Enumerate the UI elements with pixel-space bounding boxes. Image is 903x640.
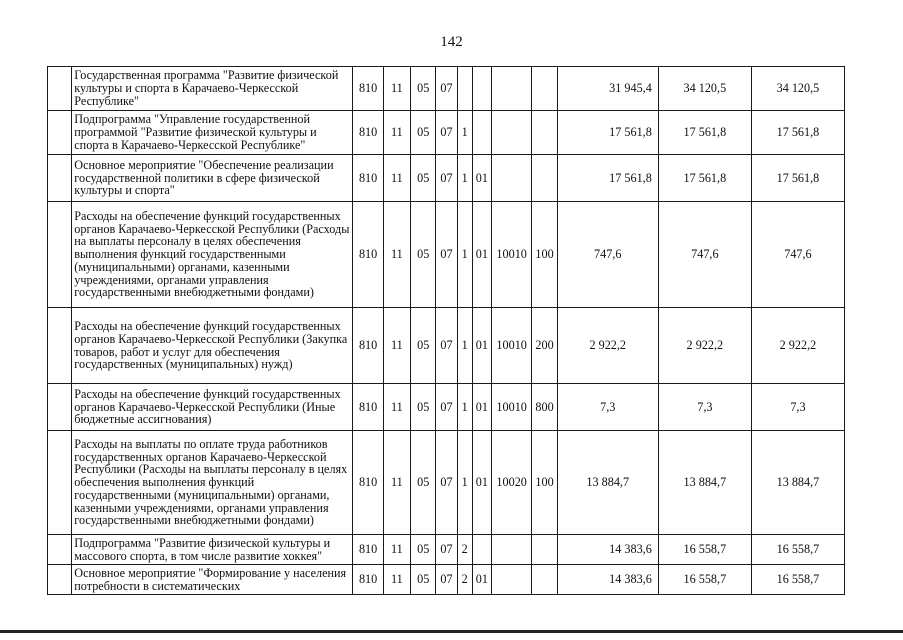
description-cell: Подпрограмма "Управление государственной программой "Развитие физической культуры и спорта в Карачаево-Черкесской Республике" [72,111,353,155]
amount-year2-cell: 2 922,2 [658,308,751,384]
direction-code-cell [491,565,531,595]
subprogram-code-cell: 1 [457,155,472,202]
description-cell: Основное мероприятие "Формирование у населения потребности в систематических [72,565,353,595]
direction-code-cell: 10010 [491,202,531,308]
subsection-code-cell: 05 [411,308,436,384]
ministry-code-cell: 810 [353,202,383,308]
amount-year2-cell: 13 884,7 [658,431,751,535]
ministry-code-cell: 810 [353,155,383,202]
program-code-cell: 07 [436,535,457,565]
expense-type-cell [532,67,557,111]
activity-code-cell [472,67,491,111]
subsection-code-cell: 05 [411,431,436,535]
amount-year3-cell: 34 120,5 [751,67,844,111]
section-code-cell: 11 [383,431,410,535]
amount-year2-cell: 16 558,7 [658,535,751,565]
ministry-code-cell: 810 [353,384,383,431]
program-code-cell: 07 [436,384,457,431]
direction-code-cell: 10010 [491,384,531,431]
activity-code-cell: 01 [472,565,491,595]
index-cell [48,535,72,565]
amount-year2-cell: 34 120,5 [658,67,751,111]
amount-year3-cell: 7,3 [751,384,844,431]
amount-year3-cell: 747,6 [751,202,844,308]
section-code-cell: 11 [383,384,410,431]
direction-code-cell: 10010 [491,308,531,384]
subprogram-code-cell: 1 [457,308,472,384]
amount-year1-cell: 747,6 [557,202,658,308]
amount-year1-cell: 7,3 [557,384,658,431]
amount-year1-cell: 31 945,4 [557,67,658,111]
description-cell: Расходы на выплаты по оплате труда работников государственных органов Карачаево-Черкесской Республики (Расходы на выплаты персоналу в целях обеспечения выполнения функций государственными (муниципальными) органами, казенными учреждениями, органами управления государственными внебюджетными фондами) [72,431,353,535]
expense-type-cell [532,155,557,202]
subsection-code-cell: 05 [411,384,436,431]
ministry-code-cell: 810 [353,308,383,384]
description-cell: Расходы на обеспечение функций государственных органов Карачаево-Черкесской Республики (Закупка товаров, работ и услуг для обеспечения государственных (муниципальных) нужд) [72,308,353,384]
program-code-cell: 07 [436,202,457,308]
ministry-code-cell: 810 [353,431,383,535]
table-row [48,384,845,431]
expense-type-cell: 100 [532,431,557,535]
table-row [48,535,845,565]
expense-type-cell [532,111,557,155]
amount-year1-cell: 13 884,7 [557,431,658,535]
description-cell: Основное мероприятие "Обеспечение реализации государственной политики в сфере физической культуры и спорта" [72,155,353,202]
program-code-cell: 07 [436,111,457,155]
program-code-cell: 07 [436,67,457,111]
subsection-code-cell: 05 [411,535,436,565]
ministry-code-cell: 810 [353,535,383,565]
expense-type-cell [532,565,557,595]
amount-year2-cell: 17 561,8 [658,111,751,155]
table-row [48,155,845,202]
table-row [48,565,845,595]
table-row [48,202,845,308]
direction-code-cell [491,535,531,565]
table-row [48,431,845,535]
amount-year1-cell: 17 561,8 [557,111,658,155]
amount-year2-cell: 747,6 [658,202,751,308]
budget-table [47,66,845,595]
subsection-code-cell: 05 [411,111,436,155]
amount-year3-cell: 17 561,8 [751,155,844,202]
subsection-code-cell: 05 [411,155,436,202]
direction-code-cell [491,111,531,155]
section-code-cell: 11 [383,565,410,595]
program-code-cell: 07 [436,308,457,384]
index-cell [48,111,72,155]
section-code-cell: 11 [383,535,410,565]
section-code-cell: 11 [383,111,410,155]
activity-code-cell: 01 [472,384,491,431]
table-row [48,67,845,111]
activity-code-cell: 01 [472,308,491,384]
amount-year3-cell: 16 558,7 [751,535,844,565]
section-code-cell: 11 [383,67,410,111]
program-code-cell: 07 [436,155,457,202]
amount-year2-cell: 7,3 [658,384,751,431]
direction-code-cell [491,155,531,202]
description-cell: Подпрограмма "Развитие физической культуры и массового спорта, в том числе развитие хоккея" [72,535,353,565]
description-cell: Расходы на обеспечение функций государственных органов Карачаево-Черкесской Республики (Иные бюджетные ассигнования) [72,384,353,431]
amount-year1-cell: 14 383,6 [557,535,658,565]
program-code-cell: 07 [436,565,457,595]
subprogram-code-cell: 2 [457,535,472,565]
subprogram-code-cell: 1 [457,384,472,431]
subprogram-code-cell: 2 [457,565,472,595]
subprogram-code-cell: 1 [457,431,472,535]
ministry-code-cell: 810 [353,565,383,595]
subsection-code-cell: 05 [411,67,436,111]
subsection-code-cell: 05 [411,202,436,308]
activity-code-cell [472,535,491,565]
page-number: 142 [440,34,463,50]
expense-type-cell [532,535,557,565]
program-code-cell: 07 [436,431,457,535]
subprogram-code-cell: 1 [457,202,472,308]
index-cell [48,202,72,308]
section-code-cell: 11 [383,202,410,308]
amount-year3-cell: 16 558,7 [751,565,844,595]
activity-code-cell: 01 [472,431,491,535]
description-cell: Государственная программа "Развитие физической культуры и спорта в Карачаево-Черкесской Республике" [72,67,353,111]
activity-code-cell [472,111,491,155]
amount-year1-cell: 2 922,2 [557,308,658,384]
index-cell [48,384,72,431]
page-bottom-rule [0,630,903,633]
ministry-code-cell: 810 [353,67,383,111]
activity-code-cell: 01 [472,155,491,202]
direction-code-cell [491,67,531,111]
section-code-cell: 11 [383,155,410,202]
description-cell: Расходы на обеспечение функций государственных органов Карачаево-Черкесской Республики (Расходы на выплаты персоналу в целях обеспечения выполнения функций государственными (муниципальными) органами, казенными учреждениями, органами управления государственными внебюджетными фондами) [72,202,353,308]
ministry-code-cell: 810 [353,111,383,155]
amount-year2-cell: 17 561,8 [658,155,751,202]
table-row [48,111,845,155]
index-cell [48,431,72,535]
index-cell [48,155,72,202]
amount-year1-cell: 17 561,8 [557,155,658,202]
expense-type-cell: 800 [532,384,557,431]
table-row [48,308,845,384]
index-cell [48,67,72,111]
amount-year3-cell: 17 561,8 [751,111,844,155]
amount-year2-cell: 16 558,7 [658,565,751,595]
amount-year3-cell: 2 922,2 [751,308,844,384]
subprogram-code-cell: 1 [457,111,472,155]
expense-type-cell: 100 [532,202,557,308]
expense-type-cell: 200 [532,308,557,384]
subprogram-code-cell [457,67,472,111]
direction-code-cell: 10020 [491,431,531,535]
activity-code-cell: 01 [472,202,491,308]
amount-year1-cell: 14 383,6 [557,565,658,595]
section-code-cell: 11 [383,308,410,384]
subsection-code-cell: 05 [411,565,436,595]
index-cell [48,565,72,595]
index-cell [48,308,72,384]
amount-year3-cell: 13 884,7 [751,431,844,535]
